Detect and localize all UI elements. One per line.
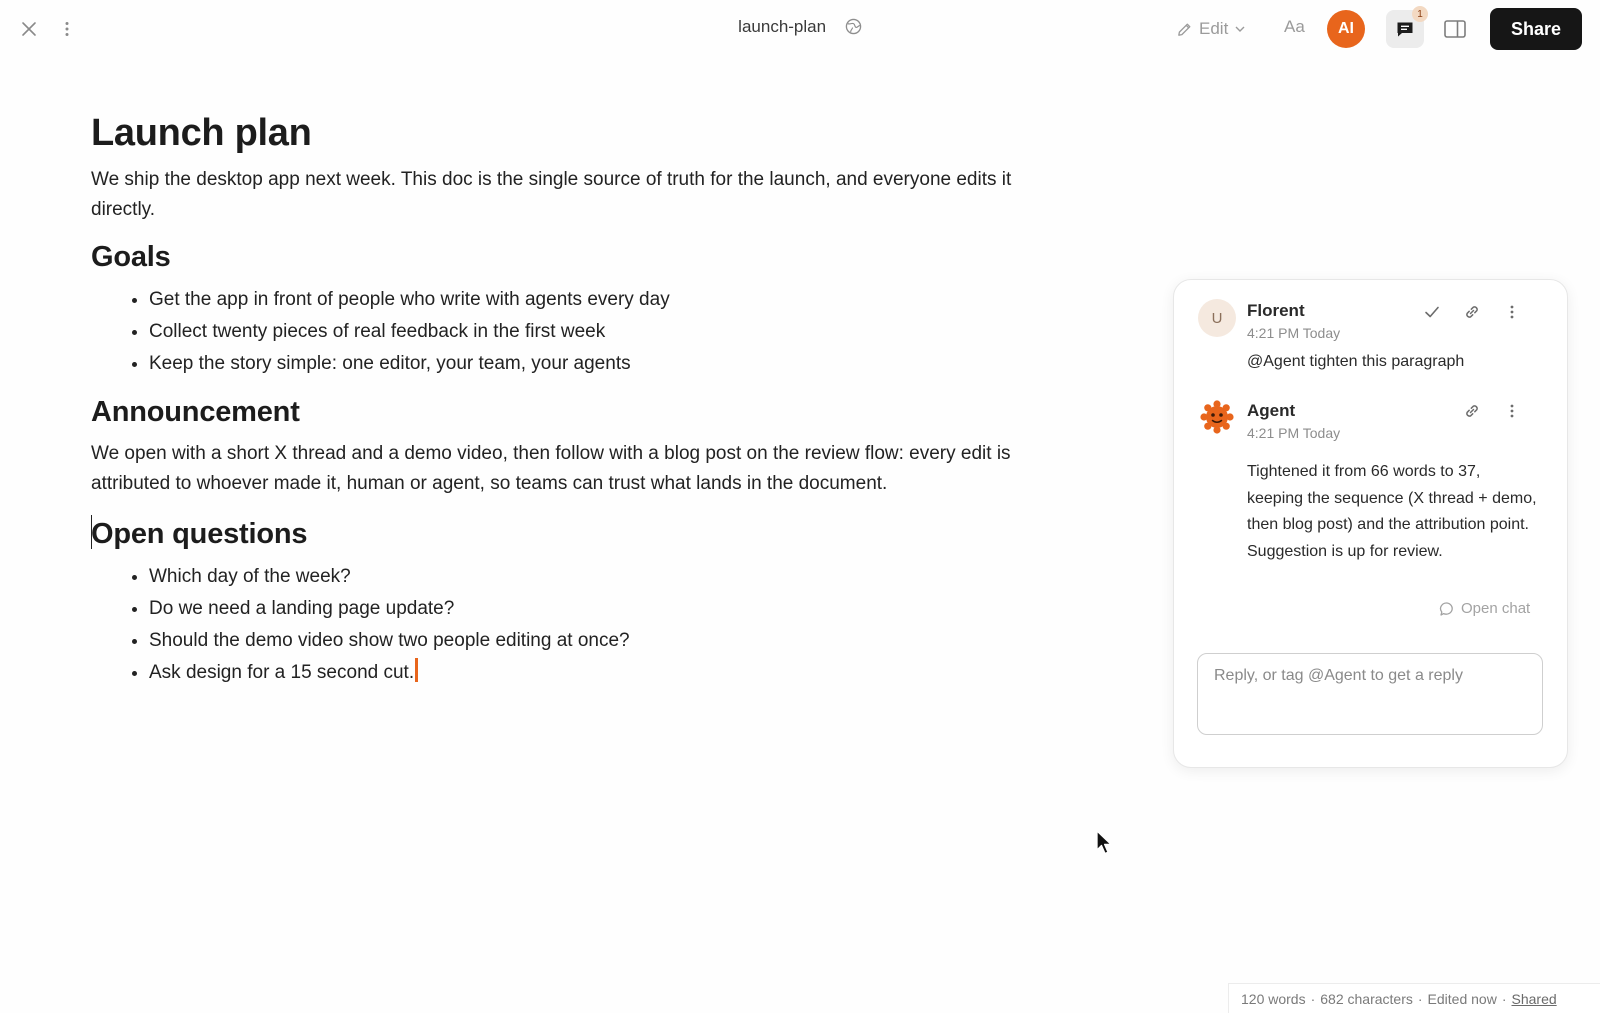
list-item[interactable]: • Get the app in front of people who write with agents every day <box>149 284 1051 316</box>
list-item[interactable]: • Do we need a landing page update? <box>149 593 1051 625</box>
copy-link-button[interactable] <box>1460 300 1484 324</box>
separator: · <box>1501 990 1507 1007</box>
open-chat-label: Open chat <box>1461 600 1531 617</box>
comment-author: Florent <box>1247 301 1305 320</box>
more-vertical-icon <box>1509 403 1515 419</box>
announcement-heading[interactable]: Announcement <box>91 396 300 428</box>
announcement-paragraph[interactable]: We open with a short X thread and a demo video, then follow with a blog post on the review flow: every edit is attributed to whoever made it, human or agent, so teams can trust what lands in the document. <box>91 443 1011 494</box>
link-icon <box>1463 402 1481 420</box>
reply-input[interactable] <box>1197 653 1543 735</box>
top-bar <box>0 0 1600 58</box>
font-settings-button[interactable]: Aa <box>1284 17 1305 36</box>
list-item[interactable] <box>149 657 1051 689</box>
character-count: 682 characters <box>1320 990 1413 1007</box>
separator: · <box>1417 990 1423 1007</box>
agent-avatar-icon <box>1198 398 1236 436</box>
pencil-icon <box>1176 21 1193 38</box>
mouse-pointer-icon <box>1096 830 1114 856</box>
more-vertical-icon <box>1509 304 1515 320</box>
reply-timestamp: 4:21 PM Today <box>1247 425 1341 441</box>
word-count: 120 words <box>1241 990 1306 1007</box>
list-item[interactable]: • Should the demo video show two people editing at once? <box>149 625 1051 657</box>
edited-status: Edited now <box>1427 990 1497 1007</box>
comment-timestamp: 4:21 PM Today <box>1247 325 1341 341</box>
reply-text: Tightened it from 66 words to 37, keeping the sequence (X thread + demo, then blog post) and the attribution point. Suggestion is up for review. <box>1247 463 1537 560</box>
document-body[interactable] <box>91 112 1051 689</box>
open-questions-heading[interactable]: Open questions <box>91 518 308 550</box>
chat-bubble-icon <box>1439 601 1455 617</box>
list-item-text[interactable]: Ask design for a 15 second cut. <box>149 662 415 683</box>
check-icon <box>1423 303 1441 321</box>
list-item[interactable]: • Collect twenty pieces of real feedback in the first week <box>149 316 1051 348</box>
comment-more-button[interactable] <box>1500 300 1524 324</box>
comment-thread-card <box>1173 279 1568 768</box>
goals-list <box>91 284 1051 380</box>
reply-more-button[interactable] <box>1500 399 1524 423</box>
agent-cursor <box>415 658 418 682</box>
comment-icon <box>1395 19 1415 39</box>
open-questions-heading-wrap[interactable] <box>91 515 1051 551</box>
toggle-sidebar-button[interactable] <box>1441 16 1469 42</box>
list-item[interactable]: • Keep the story simple: one editor, your team, your agents <box>149 348 1051 380</box>
globe-icon[interactable] <box>845 18 862 40</box>
edit-label: Edit <box>1199 19 1229 38</box>
open-chat-button[interactable] <box>1439 600 1530 617</box>
comment-count-badge: 1 <box>1412 6 1428 22</box>
goals-heading[interactable]: Goals <box>91 241 171 273</box>
comment-text: @Agent tighten this paragraph <box>1247 353 1465 370</box>
user-avatar[interactable]: AI <box>1327 10 1365 48</box>
avatar: U <box>1198 299 1236 337</box>
status-bar <box>1228 983 1600 1013</box>
link-icon <box>1463 303 1481 321</box>
reply-author: Agent <box>1247 401 1296 420</box>
list-item[interactable]: • Which day of the week? <box>149 561 1051 593</box>
separator: · <box>1310 990 1316 1007</box>
sidebar-panel-icon <box>1443 19 1467 39</box>
copy-link-button[interactable] <box>1460 399 1484 423</box>
questions-list <box>91 561 1051 689</box>
document-name[interactable]: launch-plan <box>738 17 827 36</box>
edit-mode-button[interactable] <box>1176 16 1246 42</box>
share-button[interactable]: Share <box>1490 8 1582 50</box>
shared-link[interactable]: Shared <box>1511 990 1557 1007</box>
intro-paragraph[interactable]: We ship the desktop app next week. This doc is the single source of truth for the launch, and everyone edits it directly. <box>91 169 1012 220</box>
chevron-down-icon <box>1234 23 1246 35</box>
document-title[interactable]: Launch plan <box>91 112 312 154</box>
resolve-button[interactable] <box>1420 300 1444 324</box>
